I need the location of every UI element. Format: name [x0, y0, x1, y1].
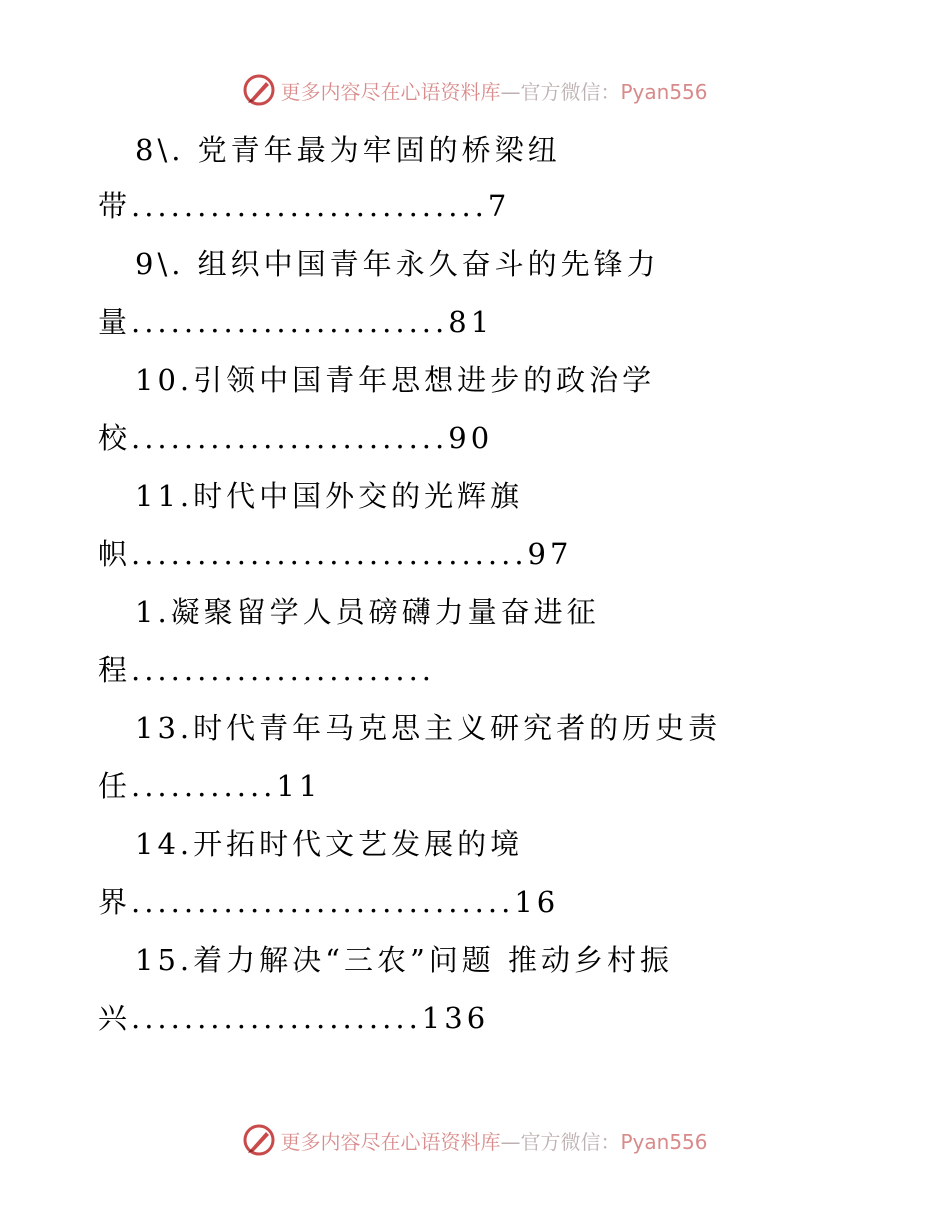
- toc-entry-title: 8\. 党青年最为牢固的桥梁纽: [135, 133, 561, 167]
- toc-entry-title: 11.时代中国外交的光辉旗: [135, 479, 524, 513]
- watermark-id: Pyan556: [620, 1129, 708, 1154]
- toc-entry-title: 1.凝聚留学人员磅礴力量奋进征: [135, 595, 600, 629]
- watermark-text: [280, 76, 707, 105]
- toc-entry-tail: 帜..............................97: [98, 537, 573, 571]
- toc-entry-tail: 校........................90: [98, 421, 494, 455]
- toc-entry-tail: 量........................81: [98, 305, 494, 339]
- toc-entry-tail: 程.......................: [98, 653, 436, 687]
- pen-circle-logo-icon: [242, 73, 276, 107]
- footer-watermark: [0, 1120, 950, 1160]
- toc-entry-title: 9\. 组织中国青年永久奋斗的先锋力: [135, 247, 660, 281]
- watermark-id: Pyan556: [620, 79, 708, 104]
- toc-entry-tail: 界.............................16: [98, 885, 560, 919]
- pen-circle-logo-icon: [242, 1123, 276, 1157]
- watermark-text: [280, 1126, 707, 1155]
- toc-entry-title: 10.引领中国青年思想进步的政治学: [135, 363, 656, 397]
- toc-entry-title: 15.着力解决“三农”问题 推动乡村振: [135, 943, 673, 977]
- toc-entry-tail: 兴......................136: [98, 1001, 490, 1035]
- toc-entry-tail: 任...........11: [98, 769, 322, 803]
- header-watermark: [0, 70, 950, 110]
- toc-entry-title: 14.开拓时代文艺发展的境: [135, 827, 524, 861]
- watermark-separator: —官方微信：: [500, 1129, 621, 1154]
- toc-entry-tail: 带...........................7: [98, 189, 511, 223]
- toc-entry-title: 13.时代青年马克思主义研究者的历史责: [135, 711, 722, 745]
- watermark-main: 更多内容尽在心语资料库: [280, 1129, 501, 1154]
- watermark-main: 更多内容尽在心语资料库: [280, 79, 501, 104]
- watermark-separator: —官方微信：: [500, 79, 621, 104]
